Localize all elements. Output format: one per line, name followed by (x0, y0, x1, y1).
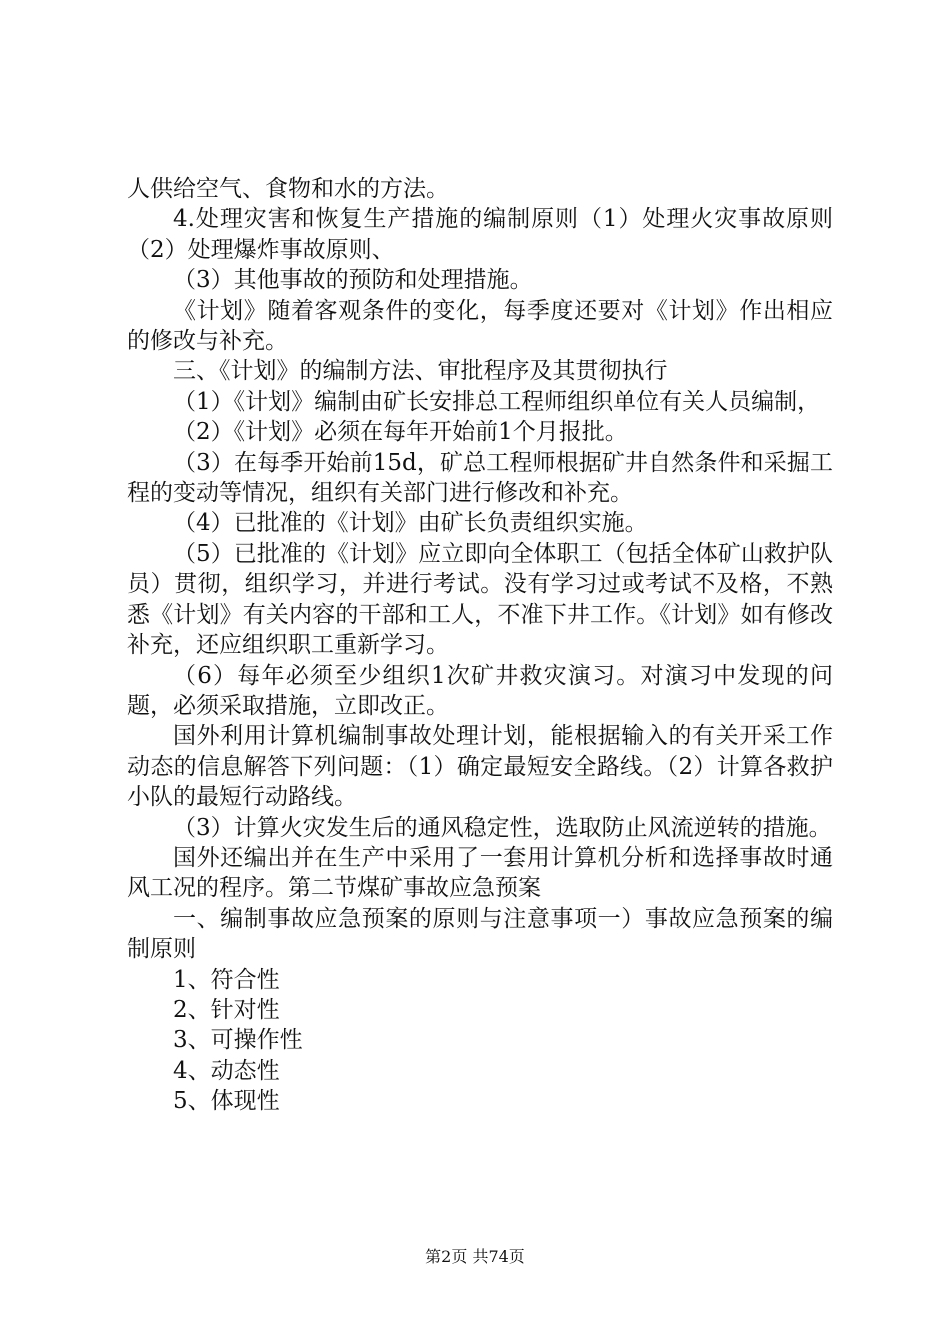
list-item-5: 5、体现性 (173, 1088, 280, 1115)
list-item-1: 1、符合性 (173, 966, 280, 993)
paragraph-1: 人供给空气、食物和水的方法。 (127, 176, 449, 202)
paragraph-4: 《计划》随着客观条件的变化，每季度还要对《计划》作出相应的修改与补充。 (127, 297, 833, 355)
list-item-3: 3、可操作性 (173, 1027, 303, 1054)
document-body (127, 174, 833, 1117)
paragraph-13: （3）计算火灾发生后的通风稳定性，选取防止风流逆转的措施。 (173, 814, 832, 841)
paragraph-10: （5）已批准的《计划》应立即向全体职工（包括全体矿山救护队员）贯彻，组织学习，并进行考试。没有学习过或考试不及格，不熟悉《计划》有关内容的干部和工人，不准下井工作。《计划》如有修改补充，还应组织职工重新学习。 (127, 540, 833, 659)
paragraph-15: 一、编制事故应急预案的原则与注意事项一）事故应急预案的编制原则 (127, 905, 833, 963)
section-heading: 三、《计划》的编制方法、审批程序及其贯彻执行 (173, 358, 668, 385)
paragraph-8: （3）在每季开始前15d，矿总工程师根据矿井自然条件和采掘工程的变动等情况，组织有关部门进行修改和补充。 (127, 449, 833, 507)
list-item-4: 4、动态性 (173, 1057, 280, 1084)
list-item-2: 2、针对性 (173, 996, 280, 1023)
paragraph-7: （2）《计划》必须在每年开始前1个月报批。 (173, 419, 628, 446)
paragraph-11: （6）每年必须至少组织1次矿井救灾演习。对演习中发现的问题，必须采取措施，立即改正。 (127, 662, 833, 719)
paragraph-9: （4）已批准的《计划》由矿长负责组织实施。 (173, 510, 648, 537)
paragraph-12: 国外利用计算机编制事故处理计划，能根据输入的有关开采工作动态的信息解答下列问题：（1）确定最短安全路线。（2）计算各救护小队的最短行动路线。 (127, 723, 833, 811)
paragraph-2: 4.处理灾害和恢复生产措施的编制原则（1）处理火灾事故原则（2）处理爆炸事故原则、 (127, 206, 833, 263)
paragraph-6: （1）《计划》编制由矿长安排总工程师组织单位有关人员编制， (173, 388, 821, 415)
paragraph-14: 国外还编出并在生产中采用了一套用计算机分析和选择事故时通风工况的程序。第二节煤矿事故应急预案 (127, 844, 833, 902)
paragraph-3: （3）其他事故的预防和处理措施。 (173, 267, 533, 294)
page-number-footer: 第2页 共74页 (425, 1247, 525, 1266)
